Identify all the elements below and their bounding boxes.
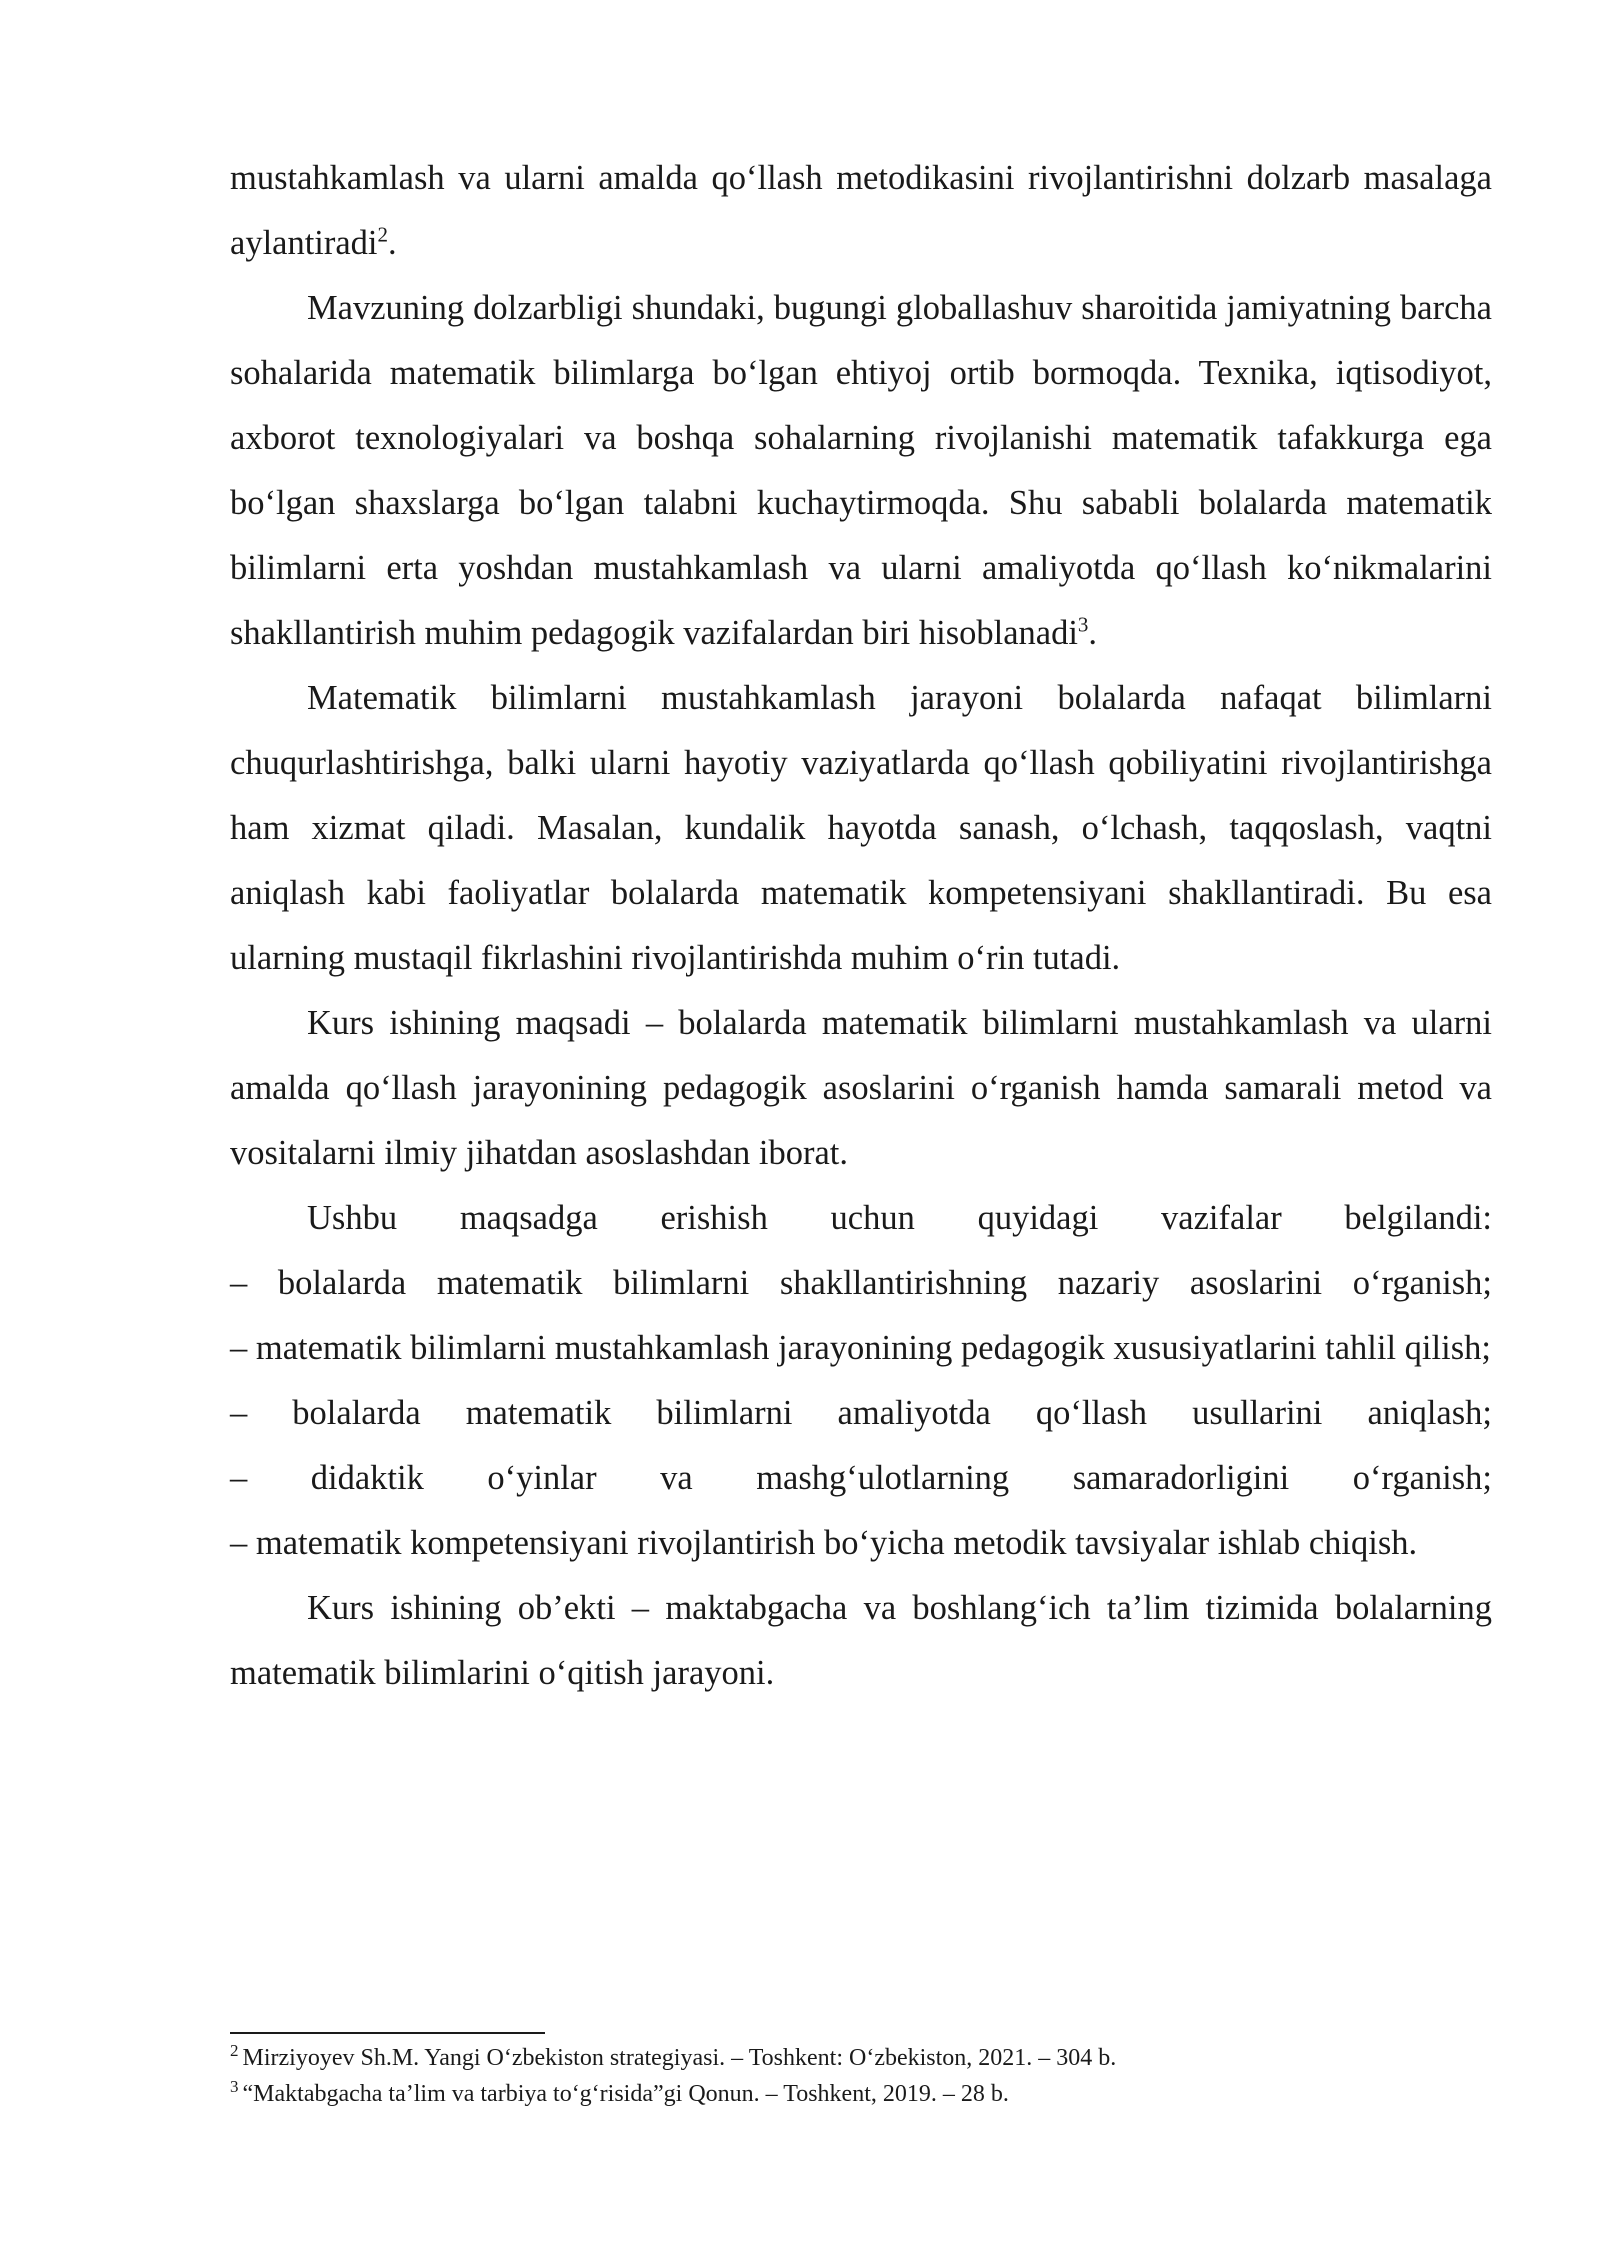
paragraph-process: Matematik bilimlarni mustahkamlash jarayoni bolalarda nafaqat bilimlarni chuqurlashtirishga, balki ularni hayotiy vaziyatlarda qo‘llash qobiliyatini rivojlantirishga ham xizmat qiladi. Masalan, kundalik hayotda sanash, o‘lchash, taqqoslash, vaqtni aniqlash kabi faoliyatlar bolalarda matematik kompetensiyani shakllantiradi. Bu esa ularning mustaqil fikrlashini rivojlantirishda muhim o‘rin tutadi. [230,679,1492,977]
paragraph-object: Kurs ishining ob’ekti – maktabgacha va boshlang‘ich ta’lim tizimida bolalarning matematik bilimlarini o‘qitish jarayoni. [230,1589,1492,1692]
paragraph-continuation [230,146,1492,276]
footnote [230,2076,1492,2112]
task-item: – bolalarda matematik bilimlarni shakllantirishning nazariy asoslarini o‘rganish; [230,1264,1492,1302]
task-list [230,1251,1492,1576]
paragraph-text: Mavzuning dolzarbligi shundaki, bugungi globallashuv sharoitida jamiyatning barcha sohalarida matematik bilimlarga bo‘lgan ehtiyoj ortib bormoqda. Texnika, iqtisodiyot, axborot texnologiyalari va boshqa sohalarning rivojlanishi matematik tafakkurga ega bo‘lgan shaxslarga bo‘lgan talabni kuchaytirmoqda. Shu sababli bolalarda matematik bilimlarni erta yoshdan mustahkamlash va ularni amaliyotda qo‘llash ko‘nikmalarini shakllantirish muhim pedagogik vazifalardan biri hisoblanadi [230,289,1492,652]
task-item: – matematik bilimlarni mustahkamlash jarayonining pedagogik xususiyatlarini tahlil qilish; [230,1329,1491,1367]
paragraph-aim: Kurs ishining maqsadi – bolalarda matematik bilimlarni mustahkamlash va ularni amalda qo‘llash jarayonining pedagogik asoslarini o‘rganish hamda samarali metod va vositalarni ilmiy jihatdan asoslashdan iborat. [230,1004,1492,1172]
task-item: – matematik kompetensiyani rivojlantirish bo‘yicha metodik tavsiyalar ishlab chiqish. [230,1524,1418,1562]
footnote-text: “Maktabgacha ta’lim va tarbiya to‘g‘risida”gi Qonun. – Toshkent, 2019. – 28 b. [242,2081,1009,2107]
document-page [230,146,1492,1706]
paragraph-tasks-intro: Ushbu maqsadga erishish uchun quyidagi vazifalar belgilandi: [307,1199,1492,1237]
paragraph-relevance [230,276,1492,666]
paragraph-text: mustahkamlash va ularni amalda qo‘llash metodikasini rivojlantirishni dolzarb masalaga aylantiradi [230,159,1492,262]
footnote-number: 3 [230,2077,239,2096]
footnote [230,2040,1492,2076]
task-item: – bolalarda matematik bilimlarni amaliyotda qo‘llash usullarini aniqlash; [230,1394,1492,1432]
footnotes [230,2040,1492,2112]
paragraph-tail: . [388,224,397,262]
footnote-ref[interactable]: 3 [1077,612,1089,637]
footnote-text: Mirziyoyev Sh.M. Yangi O‘zbekiston strategiyasi. – Toshkent: O‘zbekiston, 2021. – 304 b. [242,2045,1117,2071]
paragraph-tail: . [1088,614,1098,652]
task-item: – didaktik o‘yinlar va mashg‘ulotlarning samaradorligini o‘rganish; [230,1459,1492,1497]
footnote-ref[interactable]: 2 [377,222,389,247]
footnote-number: 2 [230,2041,239,2060]
footnote-separator [230,2032,545,2034]
